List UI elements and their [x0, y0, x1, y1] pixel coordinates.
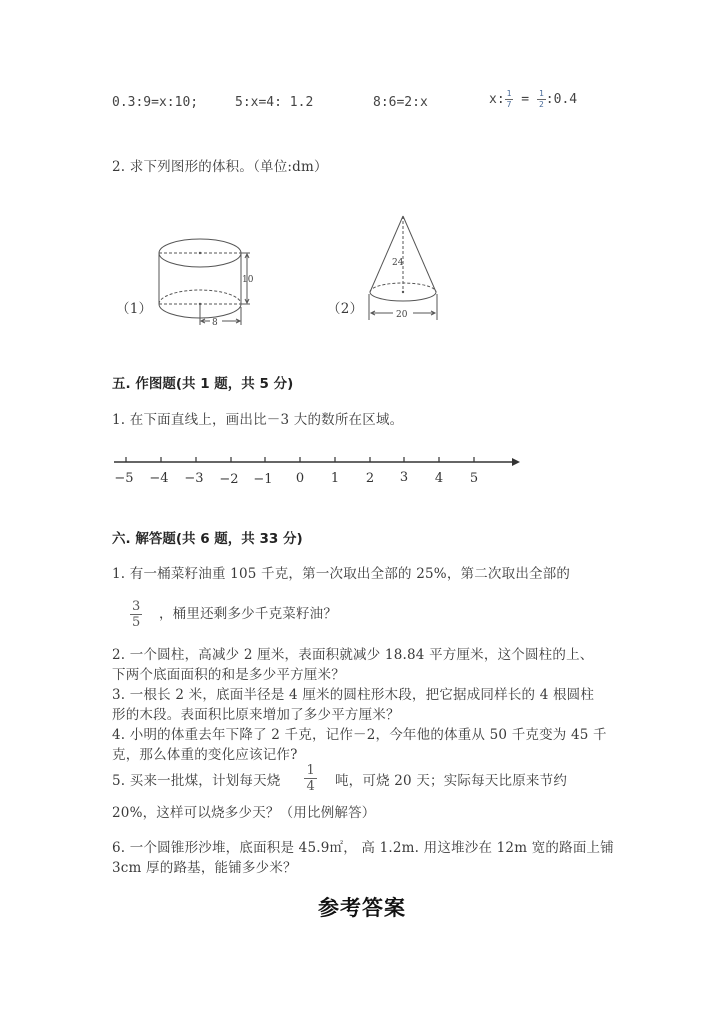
cylinder-figure [150, 235, 260, 335]
section-6-question-6: 6. 一个圆锥形沙堆，底面积是 45.9㎡， 高 1.2m. 用这堆沙在 12m 宽的路面上铺 [112, 840, 614, 856]
cone-diameter-label: 20 [396, 310, 408, 320]
section-6-question-1: 1. 有一桶菜籽油重 105 千克，第一次取出全部的 25%，第二次取出全部的 [112, 566, 571, 582]
section-6-question-6-cont: 3cm 厚的路基，能铺多少米？ [112, 860, 297, 876]
section-6-heading: 六. 解答题(共 6 题，共 33 分) [112, 531, 303, 547]
ratio-equation-1: 0.3:9=x:10; [112, 95, 199, 110]
ratio-equation-2: 5:x=4: 1.2 [235, 95, 314, 110]
figure-1-label: （1） [116, 301, 153, 317]
tick-label: 4 [434, 471, 444, 486]
ratio-equation-4 [489, 90, 577, 109]
tick-label: 0 [295, 471, 305, 486]
figure-2-label: （2） [327, 301, 364, 317]
section-6-question-1-cont [130, 600, 337, 629]
fraction-one-half: $\frac{1}{2}$ [538, 89, 544, 109]
eq4-suffix: :0.4 [545, 92, 578, 107]
cylinder-height-label: 10 [242, 275, 254, 285]
q5-pre-text: 5. 买来一批煤，计划每天烧 [112, 772, 281, 789]
section-6-question-4-cont: 克，那么体重的变化应该记作? [112, 747, 298, 763]
tick-label: 1 [330, 471, 340, 486]
tick-label: 2 [365, 471, 375, 486]
tick-label: −2 [219, 472, 239, 487]
section-6-question-5 [112, 764, 567, 793]
cone-figure [365, 212, 445, 322]
section-6-question-2-cont: 下两个底面面积的和是多少平方厘米？ [112, 667, 345, 683]
eq4-prefix: x: [489, 92, 505, 107]
q1-line2-text: ，桶里还剩多少千克菜籽油？ [158, 606, 338, 622]
tick-label: 3 [399, 470, 409, 485]
section-6-question-2: 2. 一个圆柱，高减少 2 厘米，表面积就减少 18.84 平方厘米，这个圆柱的上、 [112, 647, 594, 663]
tick-label: −3 [184, 471, 204, 486]
tick-label: −4 [149, 471, 169, 486]
ratio-equation-3: 8:6=2:x [373, 95, 428, 110]
question-2-volume: 2. 求下列图形的体积。（单位:dm） [112, 159, 328, 175]
section-6-question-3: 3. 一根长 2 米，底面半径是 4 厘米的圆柱形木段，把它据成同样长的 4 根圆柱 [112, 687, 595, 703]
eq4-equals: = [513, 92, 537, 107]
fraction-three-fifths: $\frac{3}{5}$ [132, 599, 141, 630]
tick-label: −1 [253, 472, 273, 487]
q5-post-text: 吨，可烧 20 天；实际每天比原来节约 [334, 772, 568, 789]
answer-key-title: 参考答案 [318, 896, 406, 920]
section-5-heading: 五. 作图题(共 1 题，共 5 分) [112, 376, 294, 392]
cylinder-radius-label: 8 [212, 318, 218, 328]
tick-label: 5 [469, 471, 479, 486]
fraction-one-quarter: $\frac{1}{4}$ [306, 763, 315, 794]
tick-label: −5 [114, 471, 134, 486]
section-6-question-3-cont: 形的木段。表面积比原来增加了多少平方厘米？ [112, 707, 400, 723]
fraction-one-seventh: $\frac{1}{7}$ [506, 89, 512, 109]
section-6-question-4: 4. 小明的体重去年下降了 2 千克，记作－2，今年他的体重从 50 千克变为 45 千 [112, 727, 607, 743]
number-line [110, 452, 520, 488]
section-6-question-5-cont: 20%，这样可以烧多少天？（用比例解答） [112, 805, 376, 821]
section-5-question-1: 1. 在下面直线上，画出比－3 大的数所在区域。 [112, 412, 404, 428]
cone-height-label: 24 [392, 258, 404, 268]
